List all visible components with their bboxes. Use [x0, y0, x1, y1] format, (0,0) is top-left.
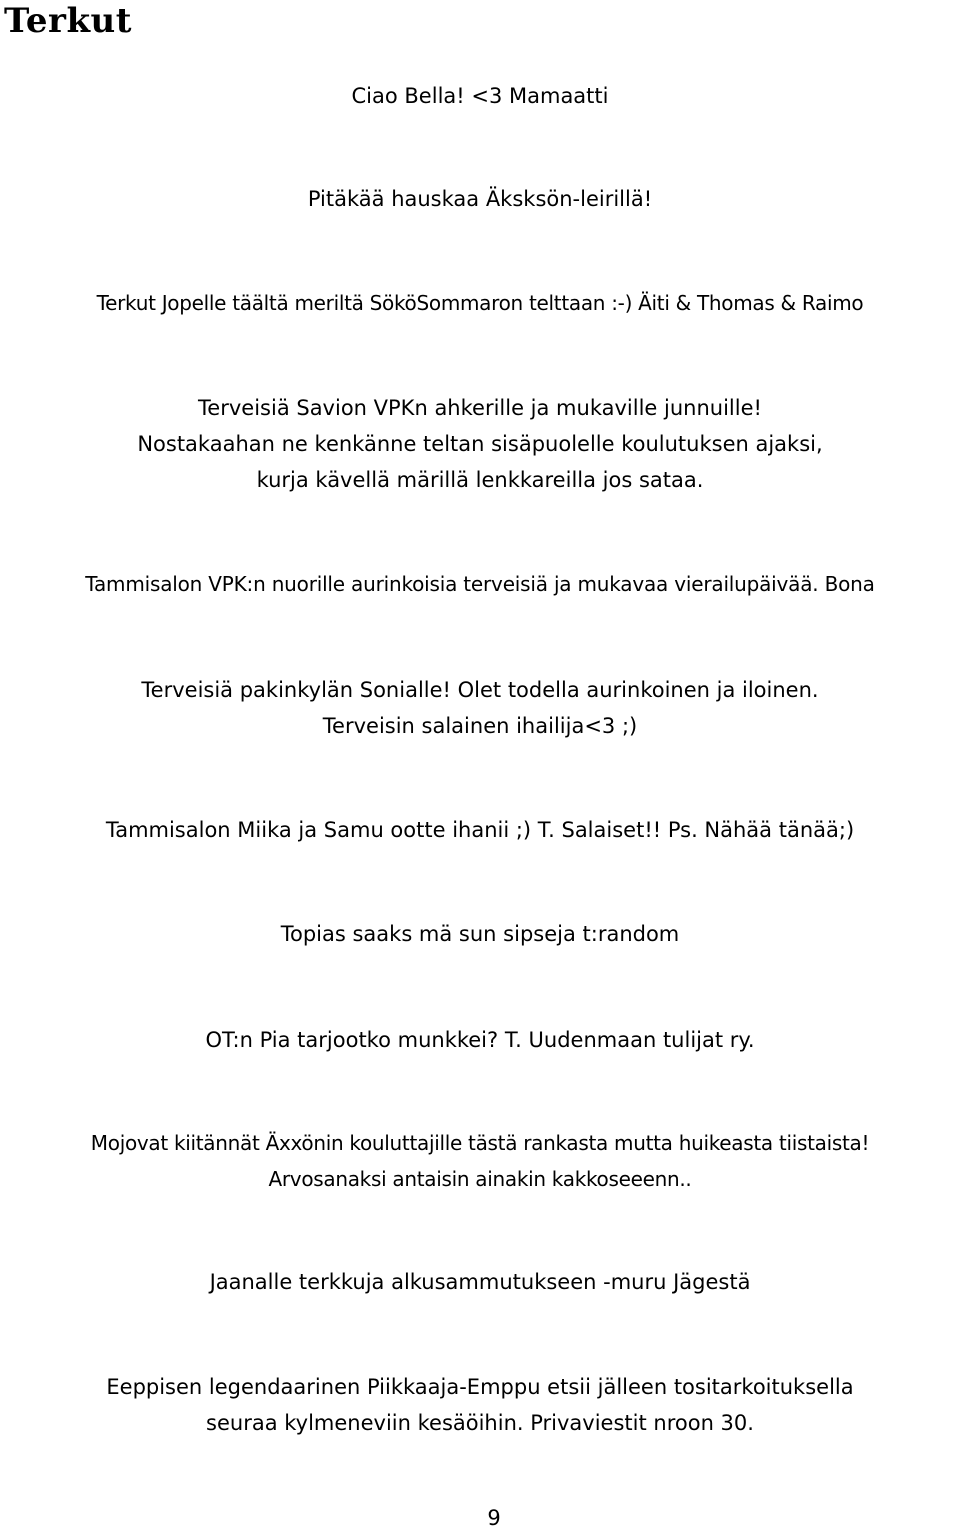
greeting-line: Mojovat kiitännät Äxxönin kouluttajille tästä rankasta mutta huikeasta tiistaista!	[90, 1131, 870, 1155]
greeting-line: Tammisalon Miika ja Samu ootte ihanii ;) T. Salaiset!! Ps. Nähää tänää;)	[105, 818, 855, 842]
greeting-line: seuraa kylmeneviin kesäöihin. Privaviestit nroon 30.	[206, 1411, 754, 1435]
greeting-line: Topias saaks mä sun sipseja t:random	[280, 922, 680, 946]
greeting-line: Terveisin salainen ihailija<3 ;)	[322, 714, 638, 738]
greeting-line: Terveisiä Savion VPKn ahkerille ja mukaville junnuille!	[198, 396, 762, 420]
greeting-message	[0, 78, 960, 114]
greeting-message	[0, 181, 960, 217]
greeting-message	[0, 1125, 960, 1197]
page-number: 9	[487, 1506, 501, 1530]
greeting-message	[0, 812, 960, 848]
greeting-message	[0, 672, 960, 744]
greeting-line: Terveisiä pakinkylän Sonialle! Olet todella aurinkoinen ja iloinen.	[141, 678, 819, 702]
page-title: Terkut	[4, 1, 132, 41]
greeting-line: Terkut Jopelle täältä meriltä SököSommaron telttaan :-) Äiti & Thomas & Raimo	[96, 291, 864, 315]
greeting-line: Jaanalle terkkuja alkusammutukseen -muru Jägestä	[209, 1270, 751, 1294]
greeting-message	[0, 390, 960, 498]
greeting-line: kurja kävellä märillä lenkkareilla jos sataa.	[256, 468, 704, 492]
greeting-message	[0, 1264, 960, 1300]
greeting-line: Pitäkää hauskaa Äksksön-leirillä!	[307, 187, 653, 211]
greeting-line: Nostakaahan ne kenkänne teltan sisäpuolelle koulutuksen ajaksi,	[137, 432, 823, 456]
greeting-message	[0, 566, 960, 602]
greeting-message	[0, 916, 960, 952]
greeting-line: Arvosanaksi antaisin ainakin kakkoseeenn..	[268, 1167, 692, 1191]
greeting-line: OT:n Pia tarjootko munkkei? T. Uudenmaan tulijat ry.	[205, 1028, 755, 1052]
greeting-line: Tammisalon VPK:n nuorille aurinkoisia terveisiä ja mukavaa vierailupäivää. Bona	[85, 572, 875, 596]
greeting-message	[0, 1022, 960, 1058]
greeting-message	[0, 1369, 960, 1441]
greeting-message	[0, 285, 960, 321]
greeting-line: Ciao Bella! <3 Mamaatti	[351, 84, 609, 108]
greeting-line: Eeppisen legendaarinen Piikkaaja-Emppu etsii jälleen tositarkoituksella	[106, 1375, 854, 1399]
